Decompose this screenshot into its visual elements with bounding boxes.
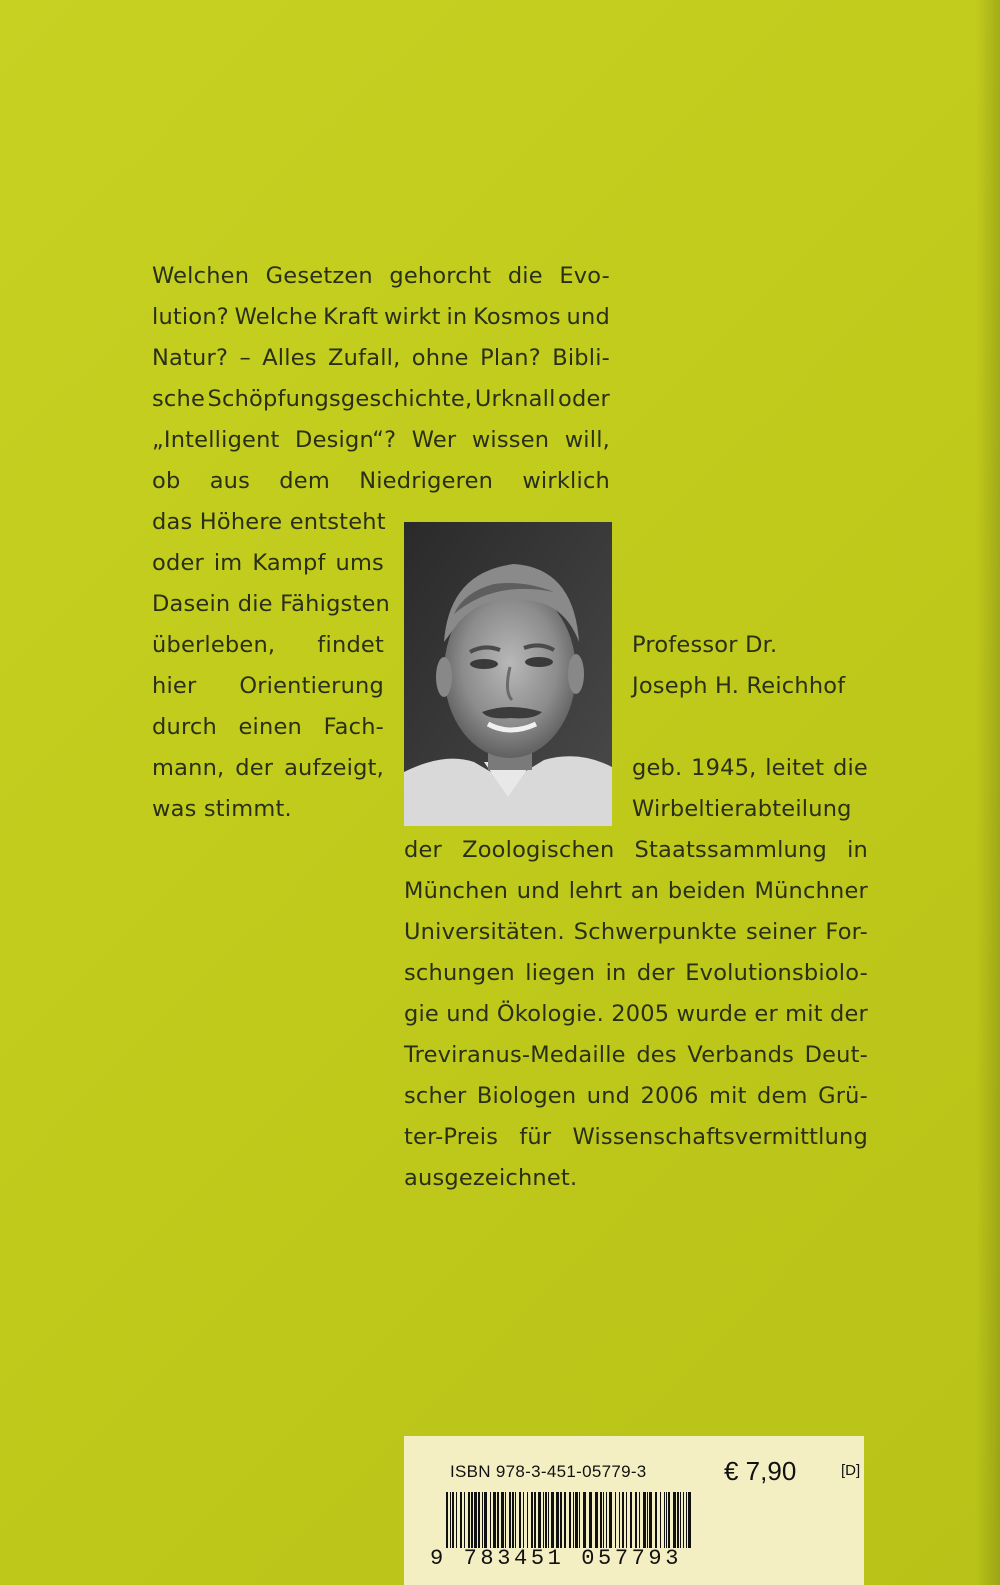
word: im: [213, 550, 243, 576]
blurb-line: [152, 507, 384, 537]
word: Natur?: [152, 345, 229, 371]
isbn-number: ISBN 978-3-451-05779-3: [450, 1462, 647, 1481]
word: wurde: [676, 1001, 748, 1027]
word: in: [446, 304, 468, 330]
word: das: [152, 509, 193, 535]
word: oder: [152, 550, 204, 576]
word: ohne: [411, 345, 469, 371]
word: an: [630, 878, 660, 904]
bio-line: [404, 917, 868, 947]
word: Wirbeltierabteilung: [632, 796, 852, 822]
word: Universitäten.: [404, 919, 565, 945]
blurb-line: [152, 384, 610, 414]
blurb-line: [152, 794, 384, 824]
blurb-line: [152, 343, 610, 373]
word: und: [516, 878, 561, 904]
bio-line: [404, 1163, 868, 1193]
word: 2005: [611, 1001, 670, 1027]
word: mit: [785, 1001, 823, 1027]
blurb-line: [152, 671, 384, 701]
bio-line: [404, 1081, 868, 1111]
word: für: [519, 1124, 552, 1150]
word: Münchner: [754, 878, 868, 904]
word: er: [754, 1001, 778, 1027]
word: ums: [335, 550, 384, 576]
word: lution?: [152, 304, 229, 330]
word: will,: [564, 427, 610, 453]
word: und: [566, 304, 610, 330]
word: München: [404, 878, 509, 904]
word: Verbands: [687, 1042, 795, 1068]
word: der: [235, 755, 274, 781]
word: „Intelligent: [152, 427, 280, 453]
word: des: [636, 1042, 677, 1068]
word: Design“?: [295, 427, 397, 453]
word: einen: [238, 714, 302, 740]
bio-line: [632, 753, 868, 783]
word: aus: [209, 468, 251, 494]
word: Staatssammlung: [634, 837, 827, 863]
word: 2006: [640, 1083, 699, 1109]
word: Evo-: [559, 263, 610, 289]
blurb-line: [152, 548, 384, 578]
author-photo: [404, 522, 612, 826]
word: –: [239, 345, 251, 371]
word: überleben,: [152, 632, 276, 658]
word: Fähigsten: [280, 591, 390, 617]
word: hier: [152, 673, 197, 699]
word: und: [586, 1083, 631, 1109]
word: Dasein: [152, 591, 231, 617]
barcode-digits: 9 783451 057793: [430, 1546, 683, 1571]
word: Niedrigeren: [359, 468, 494, 494]
word: Welche: [234, 304, 318, 330]
word: in: [847, 837, 868, 863]
word: Kosmos: [473, 304, 561, 330]
blurb-line: [152, 589, 390, 619]
blurb-line: [152, 302, 610, 332]
word: mit: [709, 1083, 747, 1109]
word: Kraft: [323, 304, 379, 330]
word: wirklich: [522, 468, 610, 494]
blurb-line: [152, 425, 610, 455]
word: dem: [757, 1083, 808, 1109]
isbn-price-sticker: [404, 1436, 864, 1585]
word: Plan?: [480, 345, 541, 371]
word: Höhere: [199, 509, 283, 535]
word: schungen: [404, 960, 515, 986]
word: mann,: [152, 755, 225, 781]
word: und: [446, 1001, 490, 1027]
word: seiner: [746, 919, 817, 945]
word: scher: [404, 1083, 467, 1109]
bio-line: [404, 876, 868, 906]
word: oder: [558, 386, 610, 412]
word: Ökologie.: [496, 1001, 604, 1027]
bio-line: [404, 1040, 868, 1070]
word: aufzeigt,: [284, 755, 384, 781]
bio-line: [632, 794, 868, 824]
blurb-line: [152, 753, 384, 783]
word: Orientierung: [239, 673, 384, 699]
word: lehrt: [568, 878, 623, 904]
word: was stimmt.: [152, 796, 292, 822]
word: Kampf: [252, 550, 326, 576]
word: Alles: [262, 345, 317, 371]
word: ausgezeichnet.: [404, 1165, 578, 1191]
word: For-: [825, 919, 868, 945]
bio-line: [404, 835, 868, 865]
word: Zufall,: [328, 345, 401, 371]
word: gehorcht: [389, 263, 492, 289]
word: liegen: [525, 960, 596, 986]
price: € 7,90: [724, 1456, 797, 1486]
price-region: [D]: [841, 1462, 861, 1479]
word: ter-Preis: [404, 1124, 499, 1150]
word: beiden: [667, 878, 746, 904]
word: Wissenschaftsvermittlung: [572, 1124, 868, 1150]
author-title: Professor Dr.: [632, 632, 778, 658]
barcode: [446, 1492, 696, 1548]
word: gie: [404, 1001, 439, 1027]
word: Fach-: [323, 714, 384, 740]
cover-edge-shadow: [976, 0, 1000, 1585]
word: Treviranus-Medaille: [404, 1042, 626, 1068]
word: die: [237, 591, 273, 617]
word: 1945,: [691, 755, 757, 781]
blurb-line: [152, 712, 384, 742]
word: in: [605, 960, 627, 986]
word: wirkt: [383, 304, 441, 330]
word: Wer: [411, 427, 457, 453]
bio-line: [404, 1122, 868, 1152]
word: entsteht: [289, 509, 386, 535]
blurb-line: [152, 466, 610, 496]
word: Schwerpunkte: [573, 919, 738, 945]
word: leitet: [765, 755, 825, 781]
word: Zoologischen: [462, 837, 615, 863]
word: die: [507, 263, 543, 289]
word: der: [830, 1001, 868, 1027]
word: Schöpfungsgeschichte,: [207, 386, 473, 412]
word: geb.: [632, 755, 683, 781]
word: die: [832, 755, 868, 781]
word: findet: [317, 632, 384, 658]
word: Deut-: [804, 1042, 868, 1068]
word: Urknall: [474, 386, 556, 412]
author-name: Joseph H. Reichhof: [632, 673, 846, 699]
blurb-line: [152, 261, 610, 291]
word: Evolutionsbiolo-: [685, 960, 868, 986]
word: der: [404, 837, 442, 863]
word: Welchen: [152, 263, 250, 289]
word: Gesetzen: [265, 263, 373, 289]
word: sche: [152, 386, 205, 412]
word: der: [636, 960, 675, 986]
word: ob: [152, 468, 181, 494]
bio-line: [404, 999, 868, 1029]
word: Grü-: [818, 1083, 868, 1109]
word: Biologen: [476, 1083, 577, 1109]
word: dem: [279, 468, 330, 494]
blurb-line: [152, 630, 384, 660]
word: durch: [152, 714, 217, 740]
word: Bibli-: [552, 345, 610, 371]
bio-line: [404, 958, 868, 988]
word: wissen: [471, 427, 550, 453]
